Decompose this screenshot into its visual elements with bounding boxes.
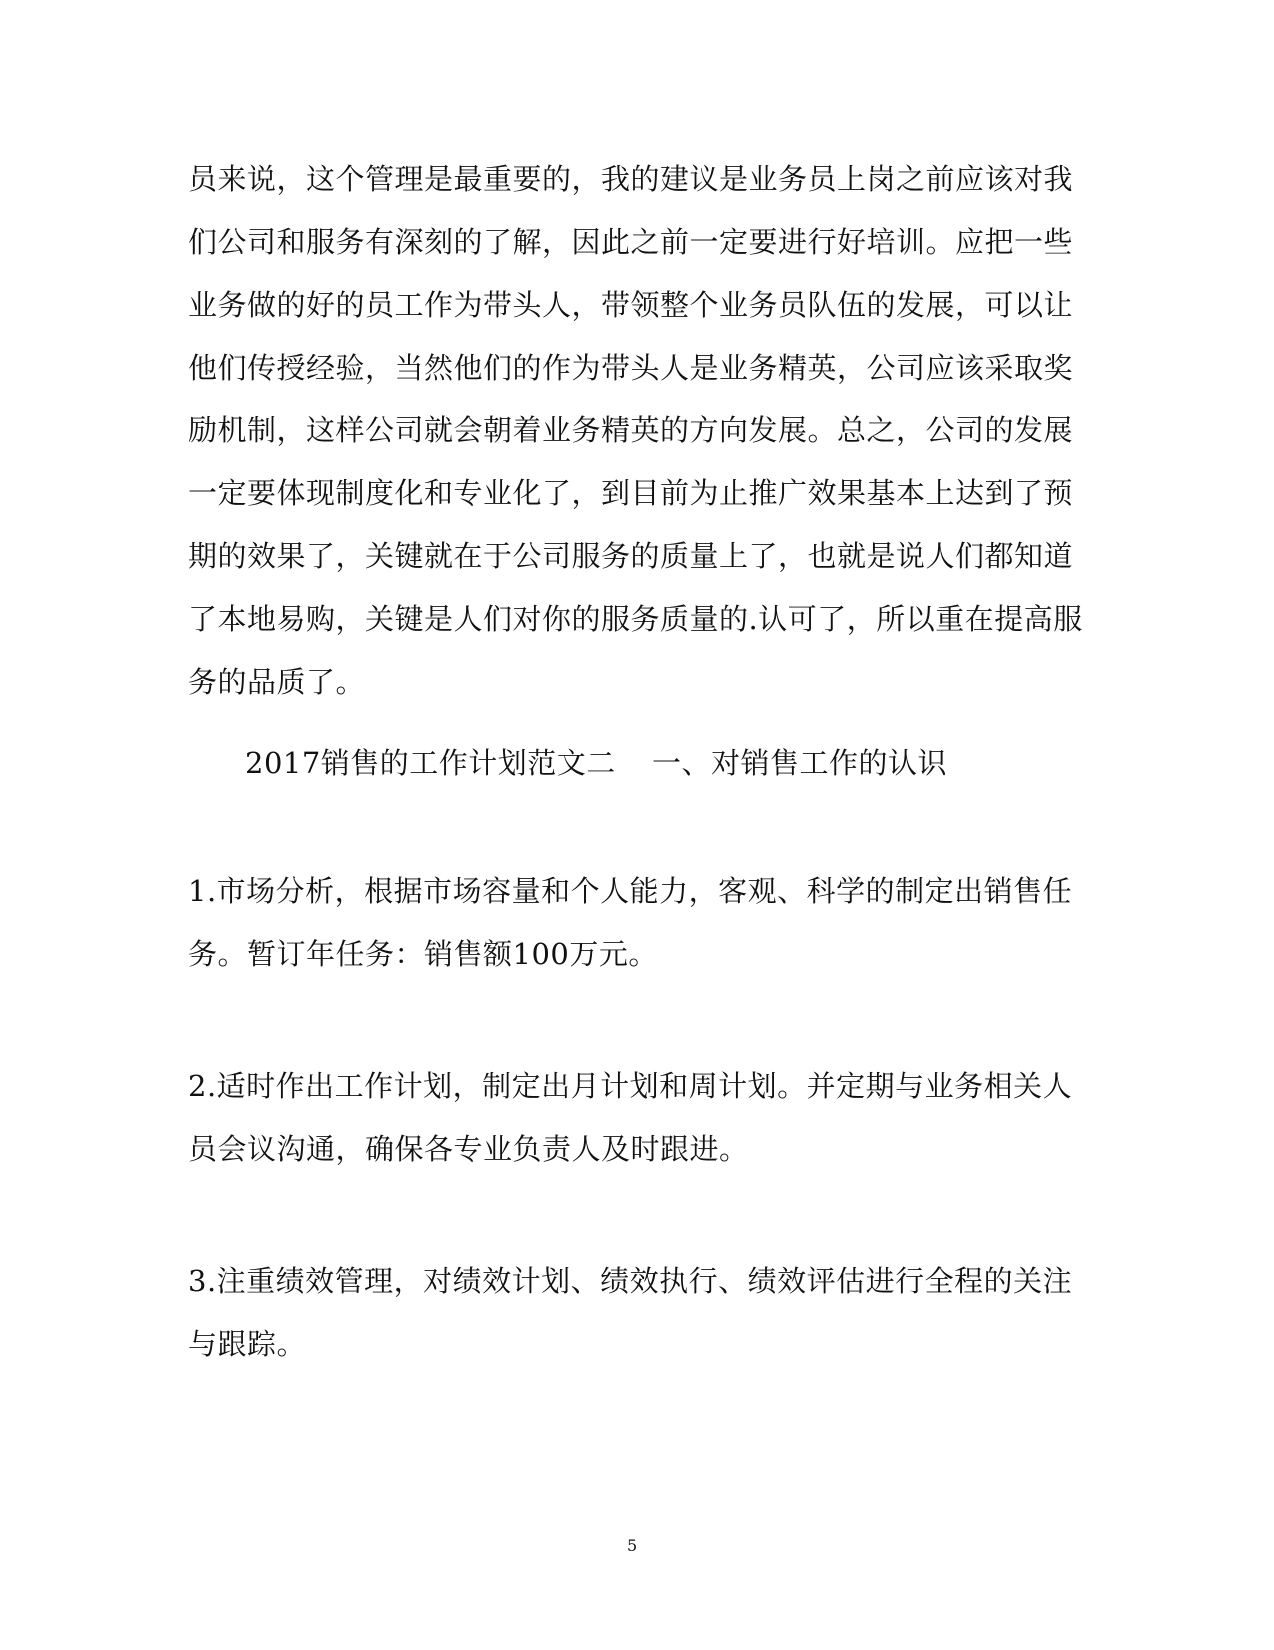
paragraph-line: 了本地易购，关键是人们对你的服务质量的.认可了，所以重在提高服 xyxy=(188,602,1083,636)
section-subtitle: 一、对销售工作的认识 xyxy=(652,746,948,780)
list-item-line: 与跟踪。 xyxy=(188,1327,307,1361)
list-item-line: 员会议沟通，确保各专业负责人及时跟进。 xyxy=(188,1132,749,1166)
section-title: 2017销售的工作计划范文二 xyxy=(245,746,616,780)
paragraph-line: 期的效果了，关键就在于公司服务的质量上了，也就是说人们都知道 xyxy=(188,539,1074,573)
list-item-line: 务。暂订年任务：销售额100万元。 xyxy=(188,937,658,971)
page-number: 5 xyxy=(627,1536,638,1555)
paragraph-line: 员来说，这个管理是最重要的，我的建议是业务员上岗之前应该对我 xyxy=(188,162,1074,196)
list-item-line: 3.注重绩效管理，对绩效计划、绩效执行、绩效评估进行全程的关注 xyxy=(188,1264,1073,1298)
paragraph-line: 他们传授经验，当然他们的作为带头人是业务精英，公司应该采取奖 xyxy=(188,351,1074,385)
paragraph-line: 一定要体现制度化和专业化了，到目前为止推广效果基本上达到了预 xyxy=(188,476,1074,510)
list-item-line: 1.市场分析，根据市场容量和个人能力，客观、科学的制定出销售任 xyxy=(188,874,1073,908)
paragraph-line: 业务做的好的员工作为带头人，带领整个业务员队伍的发展，可以让 xyxy=(188,288,1074,322)
paragraph-line: 励机制，这样公司就会朝着业务精英的方向发展。总之，公司的发展 xyxy=(188,413,1074,447)
paragraph-line: 务的品质了。 xyxy=(188,665,366,699)
list-item-line: 2.适时作出工作计划，制定出月计划和周计划。并定期与业务相关人 xyxy=(188,1069,1073,1103)
paragraph-line: 们公司和服务有深刻的了解，因此之前一定要进行好培训。应把一些 xyxy=(188,225,1074,259)
